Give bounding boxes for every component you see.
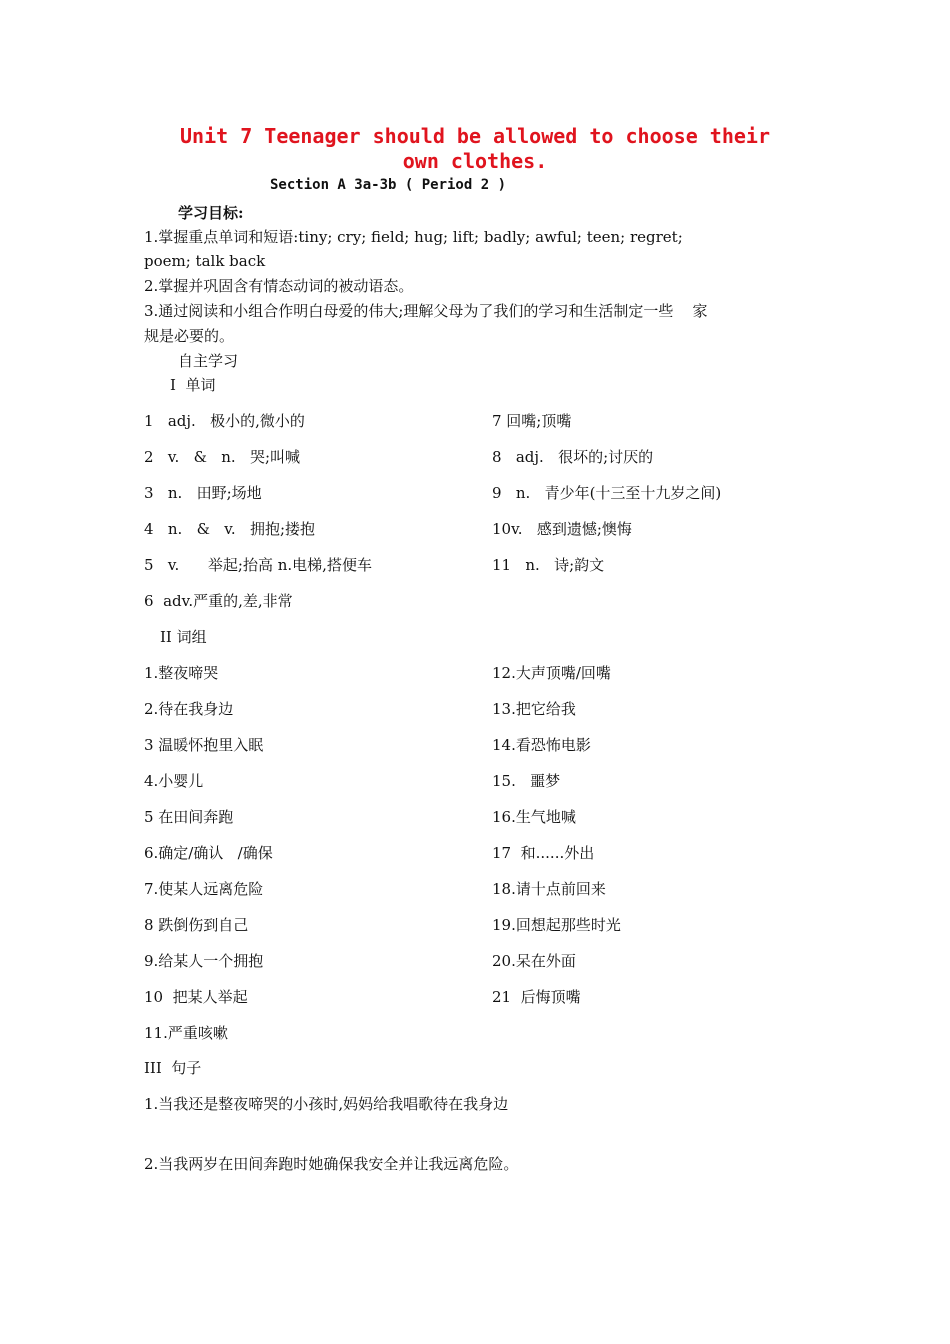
list-item-left: 4 n. & v. 拥抱;搂抱: [144, 520, 316, 538]
list-item-left: 1.整夜啼哭: [144, 664, 219, 682]
list-item: [144, 698, 824, 720]
list-item-left: 5 v. 举起;抬高 n.电梯,搭便车: [144, 556, 372, 574]
objective-2: 2.掌握并巩固含有情态动词的被动语态。: [144, 277, 414, 295]
list-item-left: 2 v. & n. 哭;叫喊: [144, 448, 301, 466]
list-item: [144, 806, 824, 828]
list-item-right: 19.回想起那些时光: [492, 916, 621, 934]
list-item: [144, 446, 824, 468]
list-item: [144, 554, 824, 576]
list-item-right: 7 回嘴;顶嘴: [492, 412, 572, 430]
list-item-right: 14.看恐怖电影: [492, 736, 591, 754]
list-item-left: 1 adj. 极小的,微小的: [144, 412, 305, 430]
list-item-right: 20.呆在外面: [492, 952, 576, 970]
phrases-heading: II 词组: [160, 628, 207, 646]
list-item-left: 8 跌倒伤到自己: [144, 916, 249, 934]
words-heading: I 单词: [170, 376, 216, 394]
list-item-right: 16.生气地喊: [492, 808, 576, 826]
list-item-left: 7.使某人远离危险: [144, 880, 264, 898]
list-item-left: 5 在田间奔跑: [144, 808, 234, 826]
list-item: [144, 950, 824, 972]
list-item-left: 6 adv.严重的,差,非常: [144, 592, 293, 610]
sentences-heading: III 句子: [144, 1059, 202, 1077]
document-subtitle: Section A 3a-3b ( Period 2 ): [270, 177, 507, 193]
list-item: [144, 590, 824, 612]
sentence-2: 2.当我两岁在田间奔跑时她确保我安全并让我远离危险。: [144, 1155, 519, 1173]
list-item-right: 15. 噩梦: [492, 772, 561, 790]
list-item-right: 11 n. 诗;韵文: [492, 556, 605, 574]
list-item-left: 3 n. 田野;场地: [144, 484, 262, 502]
objectives-heading: 学习目标:: [178, 204, 244, 222]
list-item: [144, 1022, 824, 1044]
document-title: Unit 7 Teenager should be allowed to choose their own clothes.: [179, 124, 770, 173]
list-item-left: 9.给某人一个拥抱: [144, 952, 264, 970]
list-item-right: 13.把它给我: [492, 700, 576, 718]
list-item: [144, 662, 824, 684]
self-study-heading: 自主学习: [178, 352, 239, 370]
list-item: [144, 914, 824, 936]
sentence-1: 1.当我还是整夜啼哭的小孩时,妈妈给我唱歌待在我身边: [144, 1095, 509, 1113]
list-item-right: 10v. 感到遗憾;懊悔: [492, 520, 632, 538]
list-item-left: 10 把某人举起: [144, 988, 248, 1006]
list-item-left: 11.严重咳嗽: [144, 1024, 228, 1042]
list-item-left: 6.确定/确认 /确保: [144, 844, 273, 862]
objective-3: 3.通过阅读和小组合作明白母爱的伟大;理解父母为了我们的学习和生活制定一些 家: [144, 302, 708, 320]
list-item-right: 9 n. 青少年(十三至十九岁之间): [492, 484, 722, 502]
objective-1: 1.掌握重点单词和短语:tiny; cry; field; hug; lift; badly; awful; teen; regret;: [144, 228, 683, 246]
objective-3-continued: 规是必要的。: [144, 327, 235, 345]
list-item-right: 21 后悔顶嘴: [492, 988, 581, 1006]
list-item: [144, 734, 824, 756]
list-item-right: 12.大声顶嘴/回嘴: [492, 664, 611, 682]
list-item: [144, 410, 824, 432]
list-item-left: 2.待在我身边: [144, 700, 234, 718]
list-item: [144, 878, 824, 900]
list-item-right: 8 adj. 很坏的;讨厌的: [492, 448, 654, 466]
list-item-right: 18.请十点前回来: [492, 880, 606, 898]
list-item: [144, 482, 824, 504]
list-item: [144, 770, 824, 792]
list-item: [144, 518, 824, 540]
list-item: [144, 842, 824, 864]
list-item-right: 17 和......外出: [492, 844, 595, 862]
list-item: [144, 986, 824, 1008]
list-item-left: 4.小婴儿: [144, 772, 204, 790]
list-item-left: 3 温暖怀抱里入眠: [144, 736, 264, 754]
objective-1-continued: poem; talk back: [144, 252, 266, 270]
